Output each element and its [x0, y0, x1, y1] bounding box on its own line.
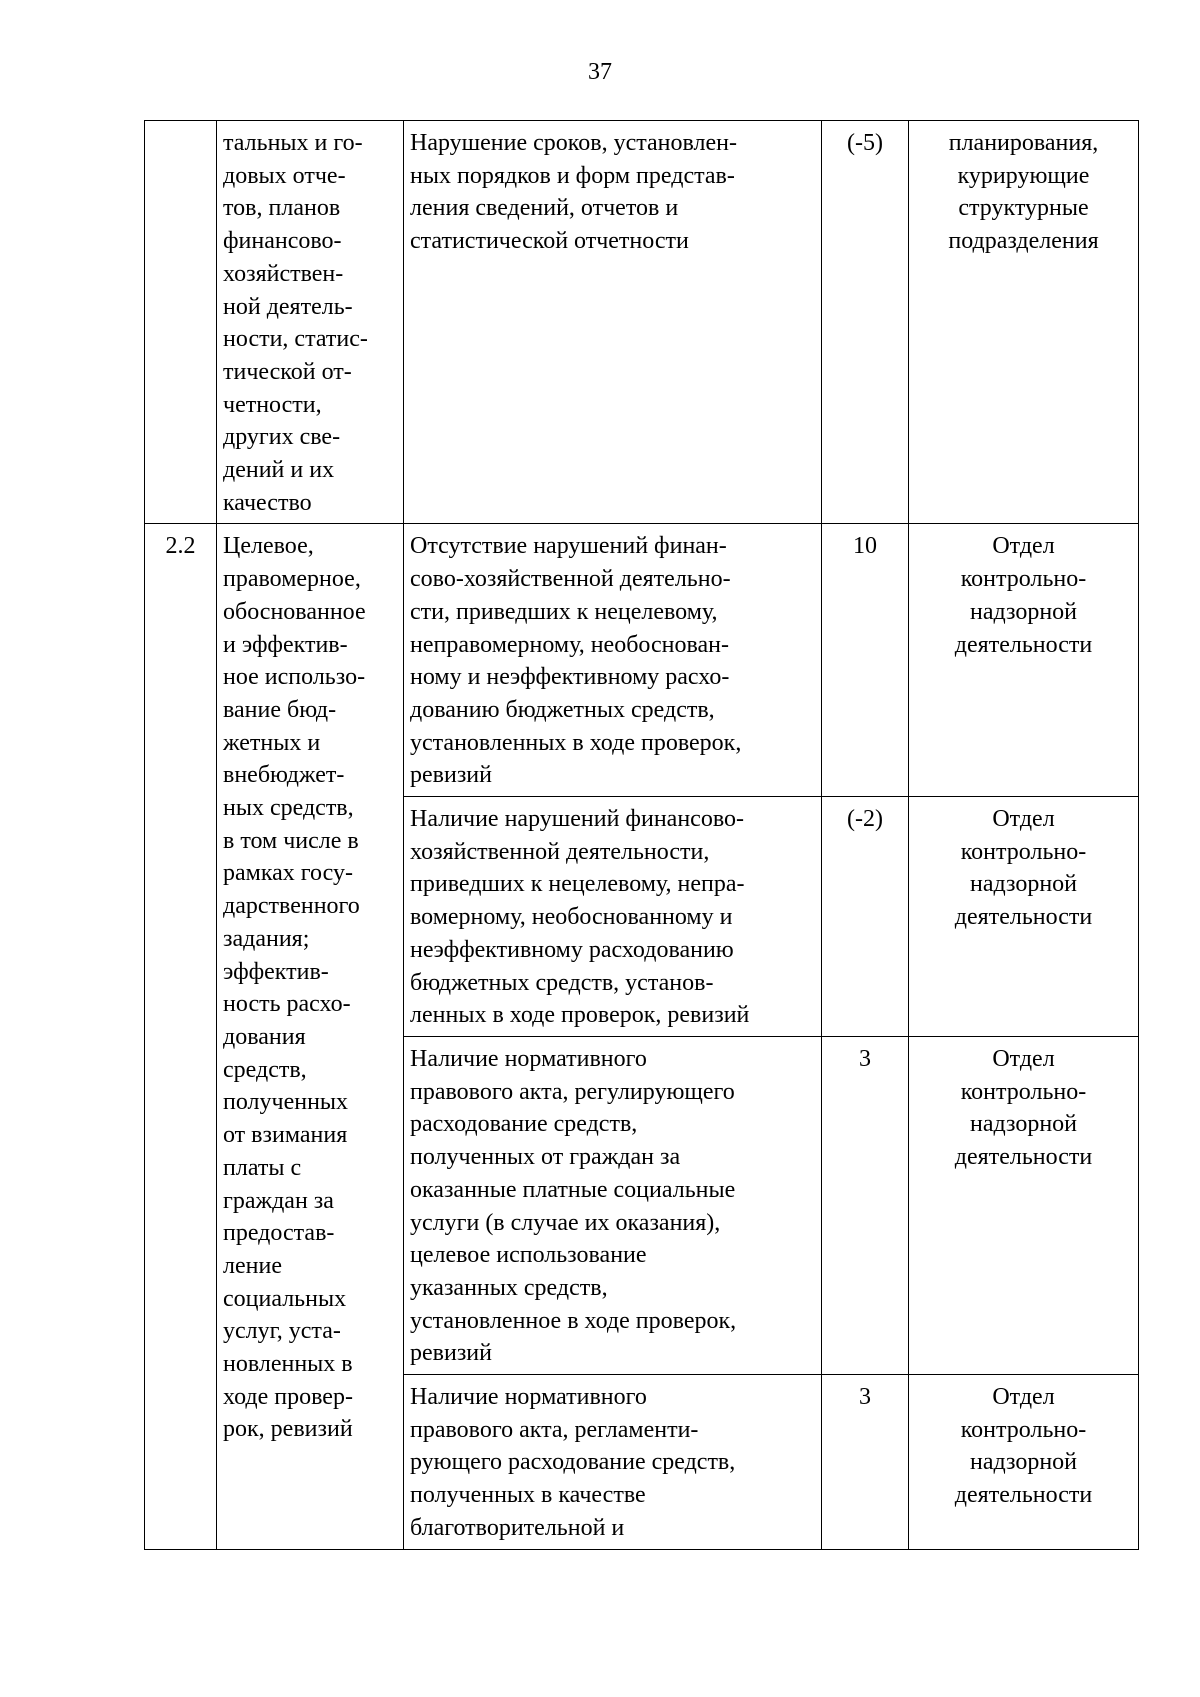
- responsible-cell: [909, 524, 1139, 797]
- indicator-cell-line: оказанные платные социальные: [410, 1176, 736, 1203]
- indicator-cell-line: ревизий: [410, 1340, 492, 1367]
- criterion-cell-line: тической от-: [223, 358, 352, 385]
- indicator-cell-line: неэффективному расходованию: [410, 936, 734, 963]
- indicator-cell-line: ления сведений, отчетов и: [410, 195, 679, 222]
- points-cell: (-5): [822, 121, 909, 524]
- indicator-cell: [404, 1375, 822, 1550]
- responsible-cell: [909, 797, 1139, 1037]
- criterion-cell-line: рок, ревизий: [223, 1416, 353, 1443]
- indicator-cell-line: правового акта, регулирующего: [410, 1078, 735, 1105]
- indicator-cell-line: Наличие нормативного: [410, 1045, 647, 1072]
- criterion-cell: [217, 524, 404, 1549]
- indicator-cell: [404, 121, 822, 524]
- responsible-cell-line: деятельности: [954, 1144, 1093, 1171]
- indicator-cell-line: установленное в ходе проверок,: [410, 1307, 737, 1334]
- indicator-cell-line: целевое использование: [410, 1242, 647, 1269]
- criterion-cell-line: ходе провер-: [223, 1383, 353, 1410]
- responsible-cell-line: надзорной: [969, 1111, 1078, 1138]
- criterion-cell-line: финансово-: [223, 228, 342, 255]
- criterion-cell-line: других све-: [223, 424, 341, 451]
- criterion-cell-line: четности,: [223, 391, 322, 418]
- points-cell: 3: [822, 1036, 909, 1374]
- criterion-cell-line: и эффектив-: [223, 631, 348, 658]
- criterion-cell-line: внебюджет-: [223, 762, 345, 789]
- indicator-cell-line: дованию бюджетных средств,: [410, 696, 715, 723]
- indicator-cell-line: сти, приведших к нецелевому,: [410, 598, 718, 625]
- responsible-cell-line: планирования,: [948, 130, 1099, 156]
- indicator-cell-line: статистической отчетности: [410, 228, 689, 255]
- criterion-cell-line: ной деятель-: [223, 293, 353, 320]
- criterion-cell-line: рамках госу-: [223, 860, 353, 887]
- indicator-cell-line: приведших к нецелевому, непра-: [410, 871, 745, 898]
- indicator-cell-line: сово-хозяйственной деятельно-: [410, 566, 731, 593]
- criterion-cell-line: от взимания: [223, 1122, 348, 1149]
- table-row: [145, 524, 1139, 797]
- responsible-cell-line: структурные: [958, 195, 1089, 222]
- criterion-cell-line: ности, статис-: [223, 326, 368, 353]
- criteria-table: [144, 120, 1139, 1550]
- responsible-cell-line: надзорной: [969, 1449, 1078, 1476]
- indicator-cell-line: ному и неэффективному расхо-: [410, 664, 730, 691]
- indicator-cell: [404, 524, 822, 797]
- indicator-cell-line: ленных в ходе проверок, ревизий: [410, 1002, 750, 1029]
- indicator-cell-line: Отсутствие нарушений финан-: [410, 533, 727, 560]
- criterion-cell-line: правомерное,: [223, 566, 361, 593]
- criterion-cell-line: качество: [223, 489, 312, 516]
- responsible-cell-line: контрольно-: [960, 566, 1087, 593]
- responsible-cell-line: курирующие: [957, 162, 1090, 189]
- responsible-cell-line: контрольно-: [960, 1078, 1087, 1105]
- responsible-cell: [909, 121, 1139, 524]
- table-row: [145, 121, 1139, 524]
- criterion-cell-line: довых отче-: [223, 162, 346, 189]
- indicator-cell-line: установленных в ходе проверок,: [410, 729, 742, 756]
- row-number: [145, 121, 217, 524]
- criterion-cell-line: хозяйствен-: [223, 260, 344, 287]
- criterion-cell-line: платы с: [223, 1154, 302, 1181]
- responsible-cell: [909, 1036, 1139, 1374]
- row-number: 2.2: [145, 524, 217, 1549]
- responsible-cell-line: Отдел: [992, 533, 1055, 560]
- indicator-cell-line: вомерному, необоснованному и: [410, 904, 733, 931]
- criterion-cell-line: в том числе в: [223, 827, 359, 854]
- criterion-cell-line: полученных: [223, 1089, 349, 1116]
- indicator-cell-line: рующего расходование средств,: [410, 1449, 736, 1476]
- criterion-cell-line: предостав-: [223, 1220, 335, 1247]
- responsible-cell: [909, 1375, 1139, 1550]
- responsible-cell-line: Отдел: [992, 1384, 1055, 1411]
- criterion-cell-line: дования: [223, 1023, 306, 1050]
- responsible-cell-line: Отдел: [992, 1045, 1055, 1072]
- indicator-cell: [404, 797, 822, 1037]
- indicator-cell-line: Наличие нормативного: [410, 1384, 647, 1411]
- criterion-cell-line: ных средств,: [223, 795, 354, 822]
- criterion-cell-line: дарственного: [223, 893, 360, 920]
- responsible-cell-line: контрольно-: [960, 1416, 1087, 1443]
- responsible-cell-line: подразделения: [948, 228, 1099, 255]
- page-number: 37: [588, 59, 612, 85]
- criterion-cell-line: услуг, уста-: [223, 1318, 341, 1345]
- responsible-cell-line: надзорной: [969, 871, 1078, 898]
- indicator-cell-line: неправомерному, необоснован-: [410, 631, 730, 658]
- criterion-cell-line: граждан за: [223, 1187, 334, 1214]
- criterion-cell-line: эффектив-: [223, 958, 329, 985]
- criterion-cell-line: средств,: [223, 1056, 307, 1083]
- indicator-cell-line: Наличие нарушений финансово-: [410, 806, 744, 833]
- indicator-cell-line: правового акта, регламенти-: [410, 1416, 699, 1443]
- points-cell: 10: [822, 524, 909, 797]
- criterion-cell: [217, 121, 404, 524]
- responsible-cell-line: деятельности: [954, 631, 1093, 658]
- criterion-cell-line: ность расхо-: [223, 991, 351, 1018]
- indicator-cell-line: ревизий: [410, 762, 492, 789]
- responsible-cell-line: контрольно-: [960, 838, 1087, 865]
- indicator-cell-line: ных порядков и форм представ-: [410, 162, 735, 189]
- indicator-cell-line: Нарушение сроков, установлен-: [410, 130, 737, 156]
- indicator-cell-line: услуги (в случае их оказания),: [410, 1209, 721, 1236]
- criterion-cell-line: дений и их: [223, 457, 335, 484]
- criterion-cell-line: задания;: [223, 925, 310, 952]
- criterion-cell-line: вание бюд-: [223, 696, 337, 723]
- points-cell: 3: [822, 1375, 909, 1550]
- responsible-cell-line: Отдел: [992, 806, 1055, 833]
- criterion-cell-line: Целевое,: [223, 533, 314, 560]
- indicator-cell-line: полученных от граждан за: [410, 1144, 681, 1171]
- indicator-cell-line: полученных в качестве: [410, 1482, 646, 1509]
- responsible-cell-line: надзорной: [969, 598, 1078, 625]
- responsible-cell-line: деятельности: [954, 904, 1093, 931]
- indicator-cell: [404, 1036, 822, 1374]
- criterion-cell-line: ное использо-: [223, 664, 366, 691]
- criterion-cell-line: тов, планов: [223, 195, 341, 222]
- indicator-cell-line: указанных средств,: [410, 1274, 608, 1301]
- criterion-cell-line: обоснованное: [223, 598, 366, 625]
- criterion-cell-line: социальных: [223, 1285, 347, 1312]
- criterion-cell-line: новленных в: [223, 1351, 353, 1378]
- responsible-cell-line: деятельности: [954, 1482, 1093, 1509]
- criterion-cell-line: тальных и го-: [223, 130, 363, 156]
- indicator-cell-line: расходование средств,: [410, 1111, 638, 1138]
- indicator-cell-line: бюджетных средств, установ-: [410, 969, 714, 996]
- indicator-cell-line: благотворительной и: [410, 1514, 625, 1541]
- criterion-cell-line: ление: [223, 1252, 282, 1279]
- criterion-cell-line: жетных и: [223, 729, 321, 756]
- indicator-cell-line: хозяйственной деятельности,: [410, 838, 710, 865]
- points-cell: (-2): [822, 797, 909, 1037]
